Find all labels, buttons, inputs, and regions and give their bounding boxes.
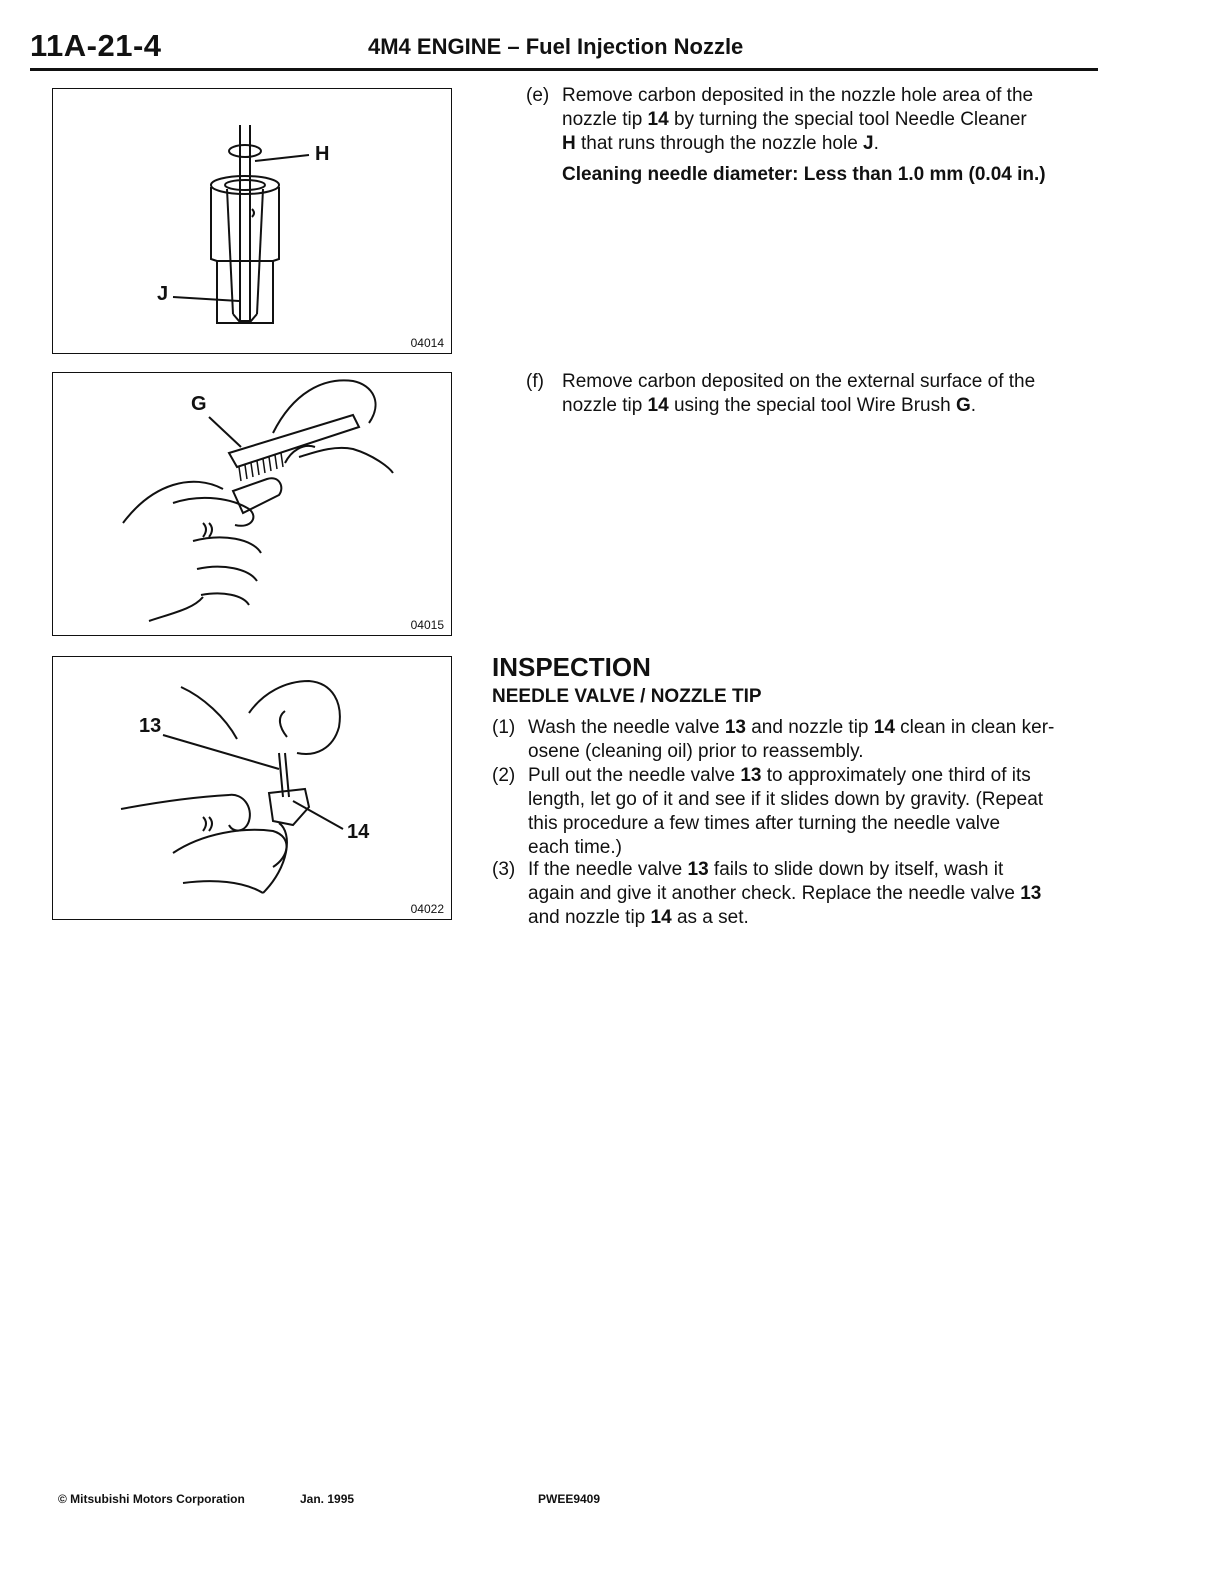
section-title: INSPECTION: [492, 652, 651, 682]
item-line: again and give it another check. Replace the needle valve 13: [528, 883, 1042, 904]
item-marker: (2): [492, 765, 516, 786]
step-marker: (f): [526, 371, 544, 392]
needle-cleaner-illustration: [53, 89, 451, 353]
item-line: Wash the needle valve 13 and nozzle tip 14 clean in clean ker-: [528, 717, 1055, 738]
step-marker: (e): [526, 85, 550, 106]
item-line: If the needle valve 13 fails to slide down by itself, wash it: [528, 859, 1004, 880]
footer-code: PWEE9409: [538, 1492, 601, 1506]
label-g: G: [191, 393, 207, 415]
needle-valve-check-illustration: [53, 657, 451, 919]
figure-code: 04015: [410, 618, 444, 632]
figure-wire-brush: [52, 372, 452, 636]
step-f: [526, 370, 1098, 420]
figure-needle-valve-check: [52, 656, 452, 920]
section-subtitle: NEEDLE VALVE / NOZZLE TIP: [492, 686, 762, 707]
inspection-item-1: [492, 716, 1098, 764]
step-e: [526, 84, 1098, 160]
figure-needle-cleaner: [52, 88, 452, 354]
inspection-item-2: [492, 764, 1098, 860]
label-h: H: [315, 143, 330, 165]
item-line: each time.): [528, 837, 622, 858]
step-line: nozzle tip 14 using the special tool Wire Brush G.: [562, 395, 976, 416]
inspection-item-3: [492, 858, 1098, 930]
step-line: nozzle tip 14 by turning the special tool Needle Cleaner: [562, 109, 1027, 130]
item-marker: (1): [492, 717, 516, 738]
step-line: Remove carbon deposited on the external surface of the: [562, 371, 1036, 392]
item-line: this procedure a few times after turning the needle valve: [528, 813, 1001, 834]
label-14: 14: [347, 821, 370, 843]
item-line: and nozzle tip 14 as a set.: [528, 907, 749, 928]
step-line: H that runs through the nozzle hole J.: [562, 133, 879, 154]
item-line: osene (cleaning oil) prior to reassembly.: [528, 741, 864, 762]
item-line: length, let go of it and see if it slides down by gravity. (Repeat: [528, 789, 1044, 810]
figure-code: 04022: [410, 902, 444, 916]
label-j: J: [157, 283, 169, 305]
footer-date: Jan. 1995: [300, 1492, 355, 1506]
wire-brush-illustration: [53, 373, 451, 635]
page-number: 11A-21-4: [30, 28, 162, 63]
page-title: 4M4 ENGINE – Fuel Injection Nozzle: [368, 34, 744, 59]
figure-code: 04014: [410, 336, 444, 350]
cleaning-needle-spec: Cleaning needle diameter: Less than 1.0 mm (0.04 in.): [562, 164, 1046, 185]
step-line: Remove carbon deposited in the nozzle hole area of the: [562, 85, 1034, 106]
item-marker: (3): [492, 859, 516, 880]
label-13: 13: [139, 715, 162, 737]
footer-copyright: © Mitsubishi Motors Corporation: [58, 1492, 245, 1506]
page-header: [30, 26, 1098, 71]
item-line: Pull out the needle valve 13 to approximately one third of its: [528, 765, 1031, 786]
